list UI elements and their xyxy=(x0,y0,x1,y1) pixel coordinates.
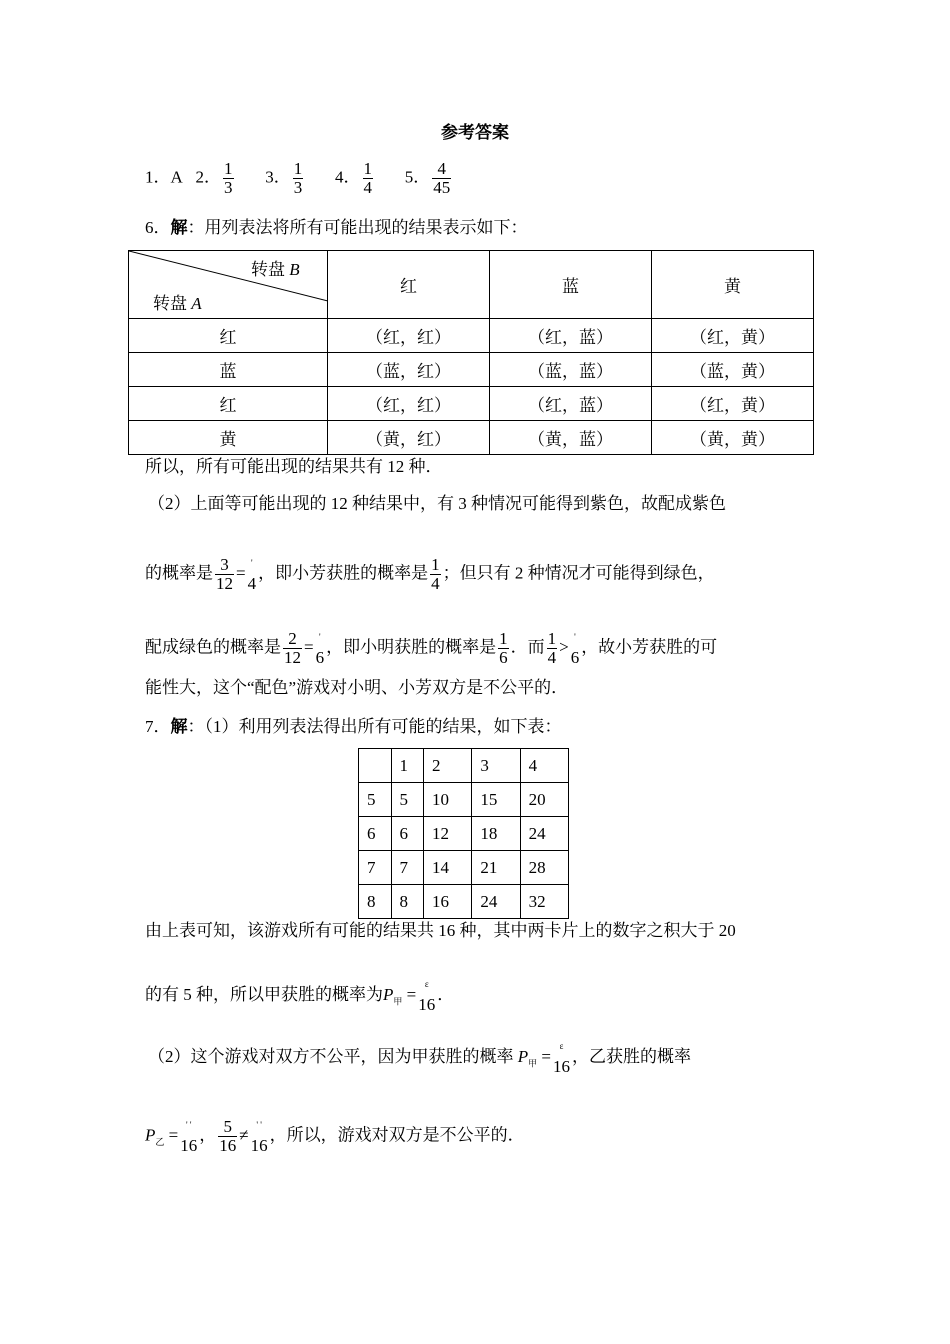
q6-line4: 配成绿色的概率是 $\frac{2}{12}$ = ' 6 ，即小明获胜的概率是 $\frac{1}{6}$ ．而 $\frac{1}{4}$ > ' 6 ，故小芳获胜的可 xyxy=(145,629,718,667)
q6-after: 所以，所有可能出现的结果共有 12 种． xyxy=(145,457,443,476)
answer-3-label: 3． xyxy=(265,167,291,187)
table-row: 8 8 16 24 32 xyxy=(359,885,569,919)
table-row: 7 7 14 21 28 xyxy=(359,851,569,885)
q7-line1: 由上表可知，该游戏所有可能的结果共 16 种，其中两卡片上的数字之积大于 20 xyxy=(145,921,736,940)
q6-part2: （2）上面等可能出现的 12 种结果中，有 3 种情况可能得到紫色，故配成紫色 xyxy=(148,494,726,513)
table-row: 红 （红，红） （红，蓝） （红，黄） xyxy=(129,319,814,353)
q7-line2: 的有 5 种，所以甲获胜的概率为$P_甲$ = ε 16 ． xyxy=(145,979,455,1014)
q6-intro: 6．解：用列表法将所有可能出现的结果表示如下： xyxy=(145,218,528,237)
table-row: 红 （红，红） （红，蓝） （红，黄） xyxy=(129,387,814,421)
page-title: 参考答案 xyxy=(441,123,509,142)
fraction: $\frac{4}{45}$ xyxy=(433,159,451,197)
q7-line3: （2）这个游戏对双方不公平，因为甲获胜的概率 $P_甲$ = ε 16 ，乙获胜的概率 xyxy=(148,1041,691,1076)
answer-4-label: 4． xyxy=(335,167,361,187)
answer-5-label: 5． xyxy=(404,167,431,187)
corner-header-cell: 转盘 B 转盘 A xyxy=(129,251,328,319)
table-row: 黄 （黄，红） （黄，蓝） （黄，黄） xyxy=(129,421,814,455)
table-row: 6 6 12 18 24 xyxy=(359,817,569,851)
column-header: 红 xyxy=(328,251,490,319)
q7-line4: $P_乙$ = ' ' 16 ， $\frac{5}{16}$ ≠ ' ' 16 ，所以，游戏对双方是不公平的． xyxy=(145,1117,525,1155)
fraction: $\frac{1}{4}$ xyxy=(363,159,373,197)
q6-line5: 能性大，这个“配色”游戏对小明、小芳双方是不公平的． xyxy=(145,678,569,697)
answer-2-label: 2． xyxy=(195,167,222,187)
table-row: 1 2 3 4 xyxy=(359,749,569,783)
table-row: 5 5 10 15 20 xyxy=(359,783,569,817)
fraction: $\frac{1}{3}$ xyxy=(293,159,303,197)
table-row: 蓝 （蓝，红） （蓝，蓝） （蓝，黄） xyxy=(129,353,814,387)
q6-line3: 的概率是 $\frac{3}{12}$ = ' 4 ，即小芳获胜的概率是 $\frac{1}{4}$ ；但只有 2 种情况才可能得到绿色， xyxy=(145,555,715,593)
column-header: 黄 xyxy=(652,251,814,319)
answer-1: 1．A xyxy=(145,167,183,187)
fraction: $\frac{1}{3}$ xyxy=(224,159,233,197)
answers-line xyxy=(145,160,453,197)
column-header: 蓝 xyxy=(490,251,652,319)
q6-table xyxy=(128,250,814,455)
q7-intro: 7．解：（1）利用列表法得出所有可能的结果，如下表： xyxy=(145,717,562,736)
q7-table xyxy=(358,748,569,919)
